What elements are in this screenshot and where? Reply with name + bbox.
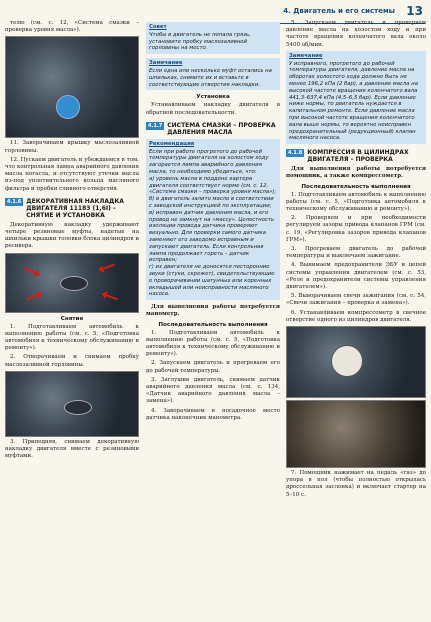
- install-heading: Установка: [196, 94, 230, 101]
- photo-oil-filler: [5, 36, 139, 138]
- recommendation-label: Рекомендация: [149, 140, 195, 147]
- recommendation-item-d: г) из двигателя не доносятся посторонние звуки (стуки, скрежет), свидетельствующие о проворачивании шатунных или коренных вкладышей или неисправности масляного насоса.: [149, 264, 275, 298]
- install-text: Устанавливаем накладку двигателя в обратной последовательности.: [146, 102, 280, 116]
- order-step-1: 1. Подготавливаем автомобиль к выполнению работы (см. с. 5, «Подготовка автомобиля к техническому обслуживанию и ремонту»).: [286, 191, 426, 212]
- arrow-icon: [101, 263, 115, 270]
- step-5: 5. Запускаем двигатель и проверяем давление масла на холостом ходу и при частоте вращения коленчатого вала около 5400 об/мин.: [286, 20, 426, 48]
- section-title-text: ДЕКОРАТИВНАЯ НАКЛАДКА ДВИГАТЕЛЯ 11183 (1,6I) – СНЯТИЕ И УСТАНОВКА: [26, 197, 124, 219]
- arrow-icon: [26, 293, 40, 300]
- remark-box: [146, 58, 280, 90]
- order-step-3: 3. Заглушив двигатель, снимаем датчик аварийного давления масла (см. с. 134, «Датчик аварийного давления масла – замена»).: [146, 376, 280, 405]
- section-badge: 4.1.6: [7, 198, 22, 205]
- arrow-icon: [24, 267, 38, 275]
- remark-text: Если одна или несколько муфт остались на шпильках, снимите их и вставьте в соответствующие отверстия накладки.: [149, 67, 272, 88]
- photo-cover-removal: [5, 371, 139, 437]
- order-step-6: 6. Устанавливаем компрессометр в свечное отверстие одного из цилиндров двигателя.: [286, 309, 426, 323]
- lada-logo-icon: [64, 400, 92, 415]
- recommendation-item-c: в) исправен датчик давления масла, и его провод не замкнут на «массу». Целостность изоляции провода датчика проверяют визуально. Для проверки самого датчика заменяют его заведомо исправным и запускают двигатель. Если контрольная лампа продолжает гореть – датчик исправен;: [149, 209, 275, 264]
- section-title-text: КОМПРЕССИЯ В ЦИЛИНДРАХ ДВИГАТЕЛЯ – ПРОВЕРКА: [307, 149, 409, 164]
- lada-logo-icon: [60, 276, 88, 291]
- section-4-1-7-title: [146, 122, 280, 136]
- section-title-text: СИСТЕМА СМАЗКИ – ПРОВЕРКА ДАВЛЕНИЯ МАСЛА: [167, 121, 276, 136]
- removal-step-3: 3. Приподняв, снимаем декоративную накладку двигателя вместе с резиновыми муфтами.: [5, 438, 139, 460]
- order-heading: Последовательность выполнения: [301, 183, 411, 190]
- removal-step-1: 1. Подготавливаем автомобиль к выполнению работы (см. с. 5, «Подготовка автомобиля к техническому обслуживанию и ремонту»).: [5, 323, 139, 352]
- remark-box: [286, 51, 426, 144]
- required-tools: Для выполнения работы потребуется помощник, а также компрессометр.: [286, 166, 426, 180]
- page-header: [250, 6, 425, 20]
- arrow-icon: [104, 293, 118, 300]
- section-badge: 4.1.7: [148, 122, 163, 129]
- section-4-1-6-title: [5, 198, 139, 219]
- required-tools: Для выполнения работы потребуется манометр.: [146, 304, 280, 318]
- recommendation-item-b: б) в двигатель залито масло в соответствии с заводской инструкцией по эксплуатации;: [149, 196, 274, 209]
- step-11: 11. Заворачиваем крышку маслозаливной горловины.: [5, 140, 139, 154]
- recommendation-box: [146, 139, 280, 300]
- order-step-2: 2. Запускаем двигатель и прогреваем его до рабочей температуры.: [146, 360, 280, 374]
- gauge-icon: [331, 345, 363, 377]
- recommendation-item-a: а) уровень масла в поддоне картера двигателя соответствует норме (см. с. 12, «Система смазки – проверка уровня масла»);: [149, 175, 277, 196]
- order-heading: Последовательность выполнения: [158, 321, 268, 328]
- section-4-1-8-title: [286, 149, 426, 163]
- page-number: 13: [406, 4, 423, 18]
- order-step-4: 4. Заворачиваем в посадочное место датчика наконечник манометра.: [146, 407, 280, 421]
- remark-label: Замечание: [149, 60, 183, 67]
- removal-step-2: 2. Отворачиваем и снимаем пробку маслозаливной горловины.: [5, 354, 139, 368]
- order-step-3: 3. Прогреваем двигатель до рабочей температуры и выключаем зажигание.: [286, 246, 426, 260]
- column-2: [146, 20, 280, 424]
- removal-heading: Снятие: [60, 315, 84, 322]
- order-step-5: 5. Выворачиваем свечи зажигания (см. с. 54, «Свечи зажигания – проверка и замена»).: [286, 293, 426, 307]
- photo-compression-gauge: [286, 326, 426, 398]
- step-12: 12. Пускаем двигатель и убеждаемся в том, что контрольная лампа аварийного давления масла погасла, и отсутствуют утечки масла из-под уплотнительного кольца масляного фильтра и пробки сливного отверстия.: [5, 156, 139, 192]
- order-step-1: 1. Подготавливаем автомобиль к выполнению работы (см. с. 5, «Подготовка автомобиля к техническому обслуживанию и ремонту»).: [146, 329, 280, 358]
- section-badge: 4.1.8: [288, 150, 303, 157]
- tip-box: [146, 22, 280, 54]
- chapter-title: 4. Двигатель и его системы: [283, 7, 395, 15]
- recommendation-text: Если при работе прогретого до рабочей температуры двигателя на холостом ходу загорается лампа аварийного давления масла, то необходимо убедиться, что:: [149, 148, 269, 175]
- order-step-7: 7. Помощник нажимает на педаль «газ» до упора в пол (чтобы полностью открылась дроссельная заслонка) и включает стартер на 5–10 с.: [286, 470, 426, 498]
- order-step-4: 4. Вынимаем предохранители ЭБУ и цепей системы управления двигателем (см. с. 53, «Реле и предохранители системы управления двигателем»).: [286, 262, 426, 291]
- tip-text: Чтобы в двигатель не попала грязь, установите пробку маслозаливной горловины на место.: [149, 31, 251, 52]
- column-1: [5, 20, 139, 462]
- remark-text: У исправного, прогретого до рабочей температуры двигателя, давление масла на оборотах холостого хода должно быть не менее 196,2 кПа (2 бар), а давление масла на высокой частоте вращения коленчатого вала 441,3–637,4 кПа (4,5–6,5 бар). Если давление ниже нормы, то двигатель нуждается в капитальном ремонте. Если давление масла при высокой частоте вращения коленчатого вала выше нормы, то вероятно неисправен предохранительный (редукционный) клапан масляного насоса.: [289, 60, 418, 142]
- photo-pedal: [286, 400, 426, 468]
- intro-text: телю (см. с. 12, «Система смазки – проверка уровня масла»).: [5, 20, 139, 34]
- oil-cap-icon: [56, 95, 80, 119]
- photo-engine-cover: [5, 253, 139, 313]
- section-intro: Декоративную накладку удерживают четыре резиновые муфты, надетые на шпильки крышки головки блока цилиндров и ресивера.: [5, 221, 139, 250]
- remark-label: Замечание: [289, 52, 323, 59]
- column-3: [286, 20, 426, 501]
- order-step-2: 2. Проверяем и при необходимости регулируем зазоры привода клапанов ГРМ (см. с. 19, «Регулировка зазоров привода клапанов ГРМ»).: [286, 215, 426, 243]
- tip-label: Совет: [149, 24, 167, 30]
